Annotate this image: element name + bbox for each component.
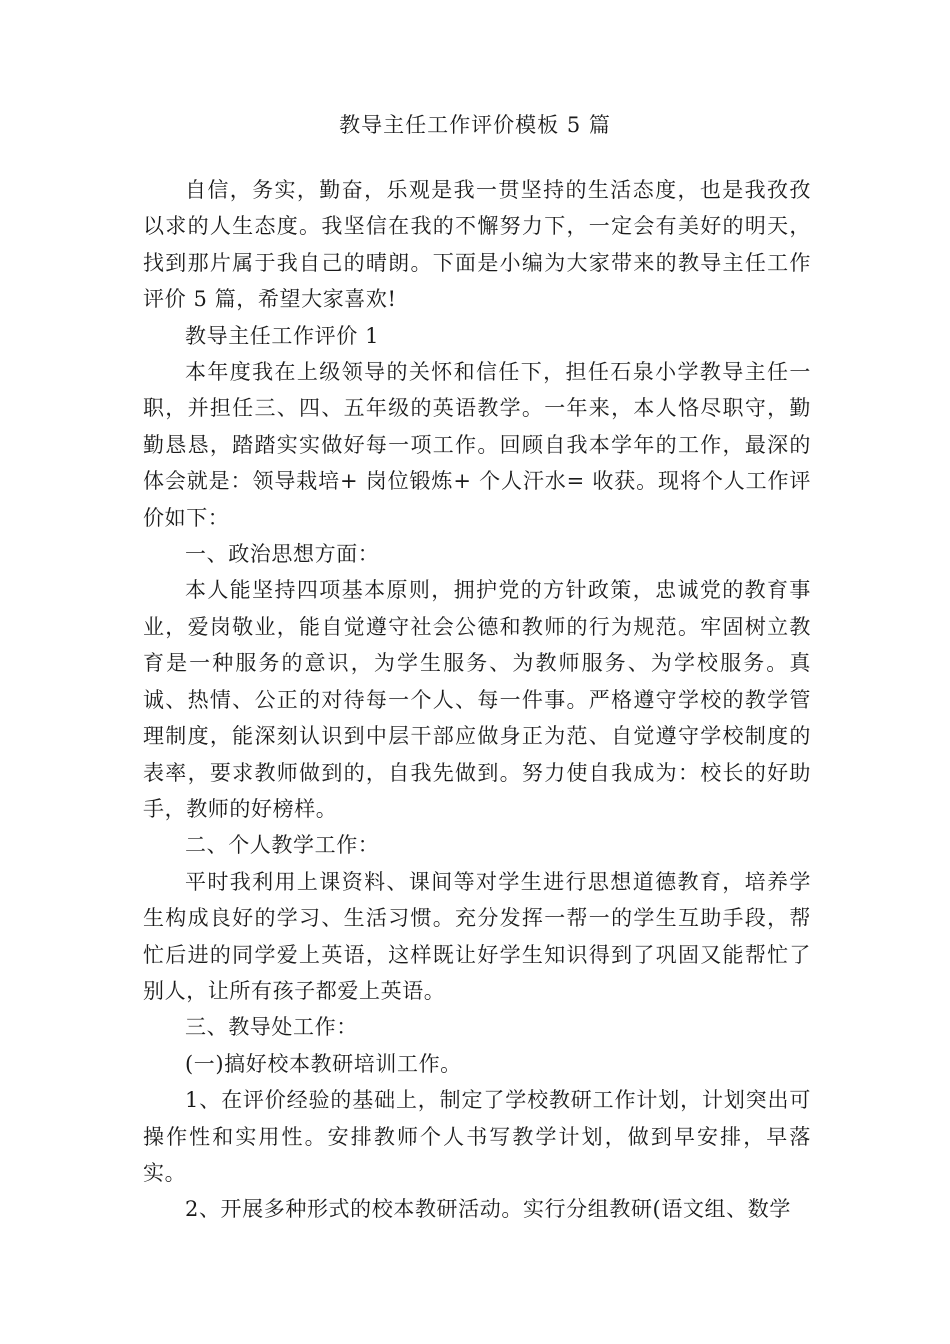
- body-paragraph: 本年度我在上级领导的关怀和信任下，担任石泉小学教导主任一职，并担任三、四、五年级的英语教学。一年来，本人恪尽职守，勤勤恳恳，踏踏实实做好每一项工作。回顾自我本学年的工作，最深的体会就是：领导栽培+ 岗位锻炼+ 个人汗水= 收获。现将个人工作评价如下：: [143, 360, 811, 530]
- section-heading-evaluation-1: 教导主任工作评价 1: [185, 323, 380, 348]
- intro-paragraph: 自信，务实，勤奋，乐观是我一贯坚持的生活态度，也是我孜孜以求的人生态度。我坚信在我的不懈努力下，一定会有美好的明天，找到那片属于我自己的晴朗。下面是小编为大家带来的教导主任工作评价 5 篇，希望大家喜欢!: [143, 178, 811, 312]
- list-item: 1、在评价经验的基础上，制定了学校教研工作计划，计划突出可操作性和实用性。安排教师个人书写教学计划，做到早安排，早落实。: [143, 1088, 811, 1185]
- section-heading-teaching: 二、个人教学工作：: [185, 833, 380, 858]
- document-title: 教导主任工作评价模板 5 篇: [339, 113, 611, 137]
- subsection-heading: (一)搞好校本教研培训工作。: [185, 1051, 462, 1076]
- section-heading-political: 一、政治思想方面：: [185, 542, 380, 567]
- document-body: [143, 172, 811, 1228]
- body-paragraph: 平时我利用上课资料、课间等对学生进行思想道德教育，培养学生构成良好的学习、生活习惯。充分发挥一帮一的学生互助手段，帮忙后进的同学爱上英语，这样既让好学生知识得到了巩固又能帮忙了别人，让所有孩子都爱上英语。: [143, 869, 811, 1003]
- body-paragraph: 本人能坚持四项基本原则，拥护党的方针政策，忠诚党的教育事业，爱岗敬业，能自觉遵守社会公德和教师的行为规范。牢固树立教育是一种服务的意识，为学生服务、为教师服务、为学校服务。真诚、热情、公正的对待每一个人、每一件事。严格遵守学校的教学管理制度，能深刻认识到中层干部应做身正为范、自觉遵守学校制度的表率，要求教师做到的，自我先做到。努力使自我成为：校长的好助手，教师的好榜样。: [143, 578, 811, 821]
- section-heading-office: 三、教导处工作：: [185, 1015, 358, 1040]
- list-item: 2、开展多种形式的校本教研活动。实行分组教研(语文组、数学: [185, 1197, 791, 1222]
